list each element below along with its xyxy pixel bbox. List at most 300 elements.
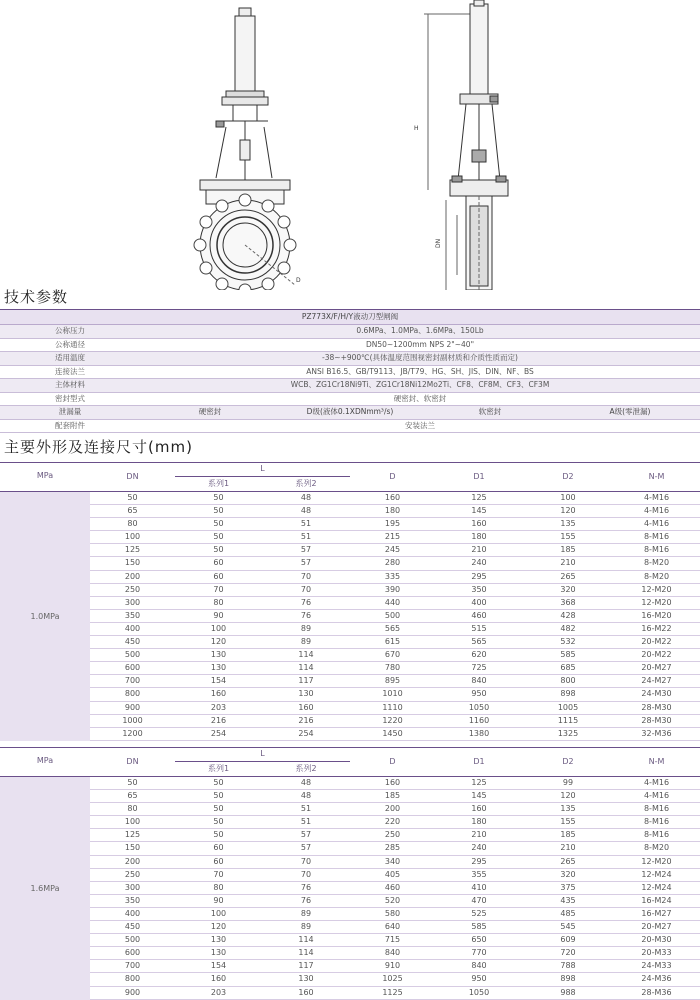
nm-cell: 20-M22 [641,637,672,647]
header-d: D [389,472,396,481]
tech-row-label: 主体材料 [55,380,85,389]
leak-value: A级(零泄漏) [609,407,651,416]
series1-cell: 130 [210,935,227,945]
series2-cell: 48 [300,493,312,502]
d-cell: 1010 [382,689,403,699]
tech-row-label: 密封型式 [55,393,85,403]
nm-cell: 16-M20 [641,610,672,620]
series2-cell: 76 [300,597,312,607]
table-row [90,571,700,584]
table-row [90,921,700,934]
d-cell: 185 [384,791,401,801]
header-d1: D1 [473,757,485,766]
dn-cell: 900 [124,987,141,997]
table-row [90,947,700,960]
tech-row-value: ANSI B16.5、GB/T9113、JB/T79、HG、SH、JIS、DIN、NF、BS [306,366,534,376]
d2-cell: 368 [560,597,576,607]
d2-cell: 428 [560,610,576,620]
series1-cell: 80 [213,882,224,892]
series1-cell: 154 [210,961,227,971]
accessory-label: 配套附件 [55,420,85,430]
d2-cell: 135 [560,804,576,814]
d1-cell: 525 [471,908,487,918]
d2-cell: 1005 [557,702,579,712]
d-cell: 565 [384,623,401,633]
series2-cell: 51 [300,817,312,827]
dn-cell: 100 [124,817,141,827]
nm-cell: 28-M36 [641,987,672,997]
d-cell: 1125 [382,987,403,997]
tech-table-title: PZ773X/F/H/Y液动刀型闸阀 [0,310,700,325]
nm-cell: 28-M30 [641,702,672,712]
table-row [90,505,700,518]
series2-cell: 48 [300,791,312,801]
nm-cell: 8-M16 [643,817,670,827]
d2-cell: 788 [560,961,576,971]
nm-cell: 24-M36 [641,974,672,984]
tech-row [0,379,700,393]
d-cell: 1025 [382,974,403,984]
pressure-cell: 1.0MPa [0,492,90,741]
dn-cell: 450 [124,637,141,647]
dn-cell: 800 [124,689,141,699]
d-cell: 780 [384,663,401,673]
series2-cell: 70 [300,869,312,879]
tech-params-table [0,309,700,433]
series1-cell: 120 [210,637,227,647]
d2-cell: 898 [560,974,576,984]
dn-cell: 500 [124,935,141,945]
d2-cell: 99 [562,778,574,787]
d1-cell: 565 [471,637,487,647]
leak-label: 泄漏量 [58,407,82,416]
header-l: L [260,464,265,473]
d1-cell: 460 [471,610,487,620]
d2-cell: 988 [560,987,576,997]
d-cell: 1110 [382,702,403,712]
nm-cell: 12-M24 [641,869,672,879]
series1-cell: 100 [210,908,227,918]
series1-cell: 60 [213,558,224,568]
d-dimension-label: D [296,277,301,284]
d-cell: 640 [384,922,401,932]
series2-cell: 130 [298,689,314,699]
dn-cell: 80 [127,519,138,529]
header-dn: DN [126,757,139,766]
d1-cell: 410 [471,882,487,892]
d-cell: 285 [384,843,401,853]
dn-cell: 65 [127,506,138,516]
dn-cell: 250 [124,869,141,879]
tech-row-label: 公称通径 [55,339,85,349]
nm-cell: 20-M22 [641,650,672,660]
series2-cell: 117 [298,676,314,686]
header-d2: D2 [562,472,574,481]
d-cell: 910 [384,961,401,971]
dimensions-heading: 主要外形及连接尺寸(mm) [4,438,193,456]
d-cell: 615 [384,637,401,647]
nm-cell: 4-M16 [643,519,670,529]
series1-cell: 60 [213,843,224,853]
d2-cell: 685 [560,663,576,673]
d1-cell: 1050 [468,987,490,997]
series2-cell: 48 [300,778,312,787]
series2-cell: 117 [298,961,314,971]
tech-row-value: 硬密封、软密封 [393,393,447,403]
header-mpa: MPa [36,471,54,480]
d-cell: 220 [384,817,401,827]
series1-cell: 60 [213,571,224,581]
series1-cell: 50 [213,545,224,555]
tech-row-label: 适用温度 [55,353,85,362]
dn-cell: 600 [124,948,141,958]
h-dimension-label: H [414,125,419,132]
series1-cell: 130 [210,650,227,660]
series1-cell: 100 [210,623,227,633]
table-row [90,934,700,947]
d2-cell: 155 [560,817,576,827]
nm-cell: 8-M16 [643,545,670,555]
nm-cell: 20-M27 [641,663,672,673]
d1-cell: 950 [471,974,487,984]
series1-cell: 60 [213,856,224,866]
series2-cell: 76 [300,882,312,892]
table-row [90,636,700,649]
nm-cell: 8-M16 [643,830,670,840]
d1-cell: 145 [471,791,487,801]
nm-cell: 4-M16 [643,493,670,502]
series2-cell: 51 [300,519,312,529]
table-row [90,777,700,790]
series2-cell: 216 [298,715,314,725]
d-cell: 715 [384,935,401,945]
nm-cell: 20-M30 [641,935,672,945]
nm-cell: 8-M20 [643,843,670,853]
d2-cell: 155 [560,532,576,542]
d-cell: 335 [384,571,401,581]
d-cell: 245 [384,545,401,555]
d-cell: 1450 [382,728,403,738]
d1-cell: 770 [471,948,487,958]
d1-cell: 210 [471,545,487,555]
d1-cell: 145 [471,506,487,516]
table-row [90,715,700,728]
dimension-table-1 [0,462,700,741]
nm-cell: 8-M16 [643,804,670,814]
table-row [90,518,700,531]
dn-cell: 65 [127,791,138,801]
table-row [90,557,700,570]
d2-cell: 898 [560,689,576,699]
d-cell: 580 [384,908,401,918]
leak-row [0,406,700,420]
table-row [90,973,700,986]
d1-cell: 180 [471,817,487,827]
d2-cell: 482 [560,623,576,633]
dn-cell: 200 [124,856,141,866]
series1-cell: 50 [213,493,224,502]
d1-cell: 1380 [468,728,490,738]
d-cell: 180 [384,506,401,516]
nm-cell: 12-M20 [641,856,672,866]
tech-row [0,393,700,407]
nm-cell: 8-M20 [643,558,670,568]
dn-cell: 50 [127,493,138,502]
d2-cell: 320 [560,584,576,594]
table-row [90,531,700,544]
d1-cell: 355 [471,869,487,879]
table-row [90,803,700,816]
dn-cell: 350 [124,895,141,905]
pressure-cell: 1.6MPa [0,777,90,1000]
dn-cell: 300 [124,597,141,607]
dn-cell: 250 [124,584,141,594]
header-series1: 系列1 [207,764,230,773]
dn-cell: 350 [124,610,141,620]
series1-cell: 130 [210,663,227,673]
d-cell: 280 [384,558,401,568]
series2-cell: 70 [300,584,312,594]
d-cell: 200 [384,804,401,814]
d1-cell: 725 [471,663,487,673]
header-series2: 系列2 [295,764,317,773]
d2-cell: 375 [560,882,576,892]
series2-cell: 114 [298,663,314,673]
table-row [90,492,700,505]
d2-cell: 100 [560,493,576,502]
tech-row-value: -38~+900℃(具体温度范围视密封副材质和介质性质而定) [322,353,518,362]
series2-cell: 114 [298,935,314,945]
series1-cell: 80 [213,597,224,607]
series2-cell: 89 [300,623,312,633]
d2-cell: 485 [560,908,576,918]
d-cell: 460 [384,882,401,892]
table-row [90,895,700,908]
d1-cell: 840 [471,961,487,971]
d-cell: 390 [384,584,401,594]
series1-cell: 50 [213,817,224,827]
d-cell: 340 [384,856,401,866]
header-l: L [260,749,265,758]
table-row [90,882,700,895]
d2-cell: 1115 [557,715,579,725]
d-cell: 250 [384,830,401,840]
table-row [90,675,700,688]
dn-cell: 700 [124,961,141,971]
d1-cell: 160 [471,519,487,529]
table-row [90,856,700,869]
header-d2: D2 [562,757,574,766]
d1-cell: 840 [471,676,487,686]
d2-cell: 265 [560,856,576,866]
dn-cell: 800 [124,974,141,984]
series2-cell: 48 [300,506,312,516]
series1-cell: 203 [210,987,227,997]
dn-cell: 50 [127,778,138,787]
series2-cell: 57 [300,843,312,853]
series2-cell: 51 [300,532,312,542]
d1-cell: 650 [471,935,487,945]
series1-cell: 50 [213,506,224,516]
series1-cell: 160 [210,689,227,699]
dn-cell: 200 [124,571,141,581]
dn-cell: 100 [124,532,141,542]
tech-row [0,366,700,380]
nm-cell: 16-M22 [641,623,672,633]
nm-cell: 24-M33 [641,961,672,971]
nm-cell: 16-M27 [641,908,672,918]
tech-row-value: WCB、ZG1Cr18Ni9Ti、ZG1Cr18Ni12Mo2Ti、CF8、CF8M、CF3、CF3M [290,380,550,389]
d-cell: 670 [384,650,401,660]
table-row [90,662,700,675]
header-series2: 系列2 [295,479,317,488]
d2-cell: 210 [560,558,576,568]
tech-row-value: DN50~1200mm NPS 2"~40" [365,339,475,349]
d1-cell: 240 [471,558,487,568]
table-row [90,584,700,597]
header-d: D [389,757,396,766]
d2-cell: 120 [560,506,576,516]
accessory-value: 安装法兰 [405,420,435,430]
series2-cell: 89 [300,637,312,647]
nm-cell: 20-M27 [641,922,672,932]
dn-cell: 900 [124,702,141,712]
dn-cell: 80 [127,804,138,814]
nm-cell: 12-M24 [641,882,672,892]
d-cell: 500 [384,610,401,620]
d1-cell: 295 [471,571,487,581]
table-row [90,842,700,855]
series2-cell: 160 [298,987,314,997]
front-cylinder [235,16,255,91]
d-cell: 195 [384,519,401,529]
d-cell: 440 [384,597,401,607]
d1-cell: 295 [471,856,487,866]
series2-cell: 76 [300,895,312,905]
series2-cell: 160 [298,702,314,712]
d2-cell: 585 [560,650,576,660]
table-row [90,728,700,741]
d2-cell: 532 [560,637,576,647]
series2-cell: 57 [300,545,312,555]
d1-cell: 585 [471,922,487,932]
header-dn: DN [126,472,139,481]
nm-cell: 24-M27 [641,676,672,686]
nm-cell: 32-M36 [641,728,672,738]
tech-row-label: 公称压力 [55,326,85,335]
d2-cell: 1325 [557,728,579,738]
series1-cell: 216 [210,715,227,725]
d-cell: 895 [384,676,401,686]
leak-value: 软密封 [478,407,502,416]
d2-cell: 135 [560,519,576,529]
dn-cell: 150 [124,843,141,853]
dn-cell: 300 [124,882,141,892]
nm-cell: 4-M16 [643,791,670,801]
nm-cell: 8-M16 [643,532,670,542]
table-row [90,649,700,662]
leak-value: D级(液体0.1XDNmm³/s) [306,407,394,416]
d1-cell: 125 [471,493,487,502]
d1-cell: 160 [471,804,487,814]
d2-cell: 320 [560,869,576,879]
nm-cell: 12-M20 [641,597,672,607]
d2-cell: 185 [560,545,576,555]
table-row [90,702,700,715]
table-row [90,829,700,842]
series2-cell: 57 [300,558,312,568]
nm-cell: 8-M20 [643,571,670,581]
series2-cell: 89 [300,908,312,918]
dn-cell: 125 [124,545,141,555]
series1-cell: 90 [213,610,224,620]
table-row [90,987,700,1000]
series1-cell: 50 [213,804,224,814]
d-cell: 215 [384,532,401,542]
d1-cell: 515 [471,623,487,633]
table-row [90,790,700,803]
series1-cell: 254 [210,728,227,738]
accessory-row [0,420,700,434]
table-row [90,688,700,701]
series1-cell: 90 [213,895,224,905]
d1-cell: 620 [471,650,487,660]
table-header [0,748,700,777]
series2-cell: 51 [300,804,312,814]
dn-cell: 150 [124,558,141,568]
table-row [90,869,700,882]
dn-cell: 1000 [122,715,143,725]
series1-cell: 70 [213,584,224,594]
d2-cell: 185 [560,830,576,840]
d2-cell: 210 [560,843,576,853]
dn-cell: 500 [124,650,141,660]
d2-cell: 265 [560,571,576,581]
valve-drawing [0,0,700,290]
header-series1: 系列1 [207,479,230,488]
d1-cell: 1160 [468,715,490,725]
d1-cell: 470 [471,895,487,905]
tech-row-label: 连接法兰 [55,366,85,376]
dn-cell: 400 [124,908,141,918]
dn-cell: 450 [124,922,141,932]
d1-cell: 240 [471,843,487,853]
series1-cell: 50 [213,778,224,787]
header-mpa: MPa [36,756,54,765]
tech-row [0,339,700,353]
table-row [90,544,700,557]
series1-cell: 50 [213,791,224,801]
d1-cell: 125 [471,778,487,787]
d1-cell: 180 [471,532,487,542]
tech-row [0,325,700,339]
dn-cell: 400 [124,623,141,633]
series1-cell: 50 [213,830,224,840]
side-cylinder [470,4,488,94]
series2-cell: 70 [300,856,312,866]
dn-cell: 600 [124,663,141,673]
tech-row-value: 0.6MPa、1.0MPa、1.6MPa、150Lb [356,326,484,335]
table-row [90,816,700,829]
dn-cell: 1200 [122,728,143,738]
series2-cell: 57 [300,830,312,840]
table-row [90,623,700,636]
d-cell: 840 [384,948,401,958]
series2-cell: 70 [300,571,312,581]
series1-cell: 203 [210,702,227,712]
series2-cell: 254 [298,728,314,738]
table-row [90,610,700,623]
